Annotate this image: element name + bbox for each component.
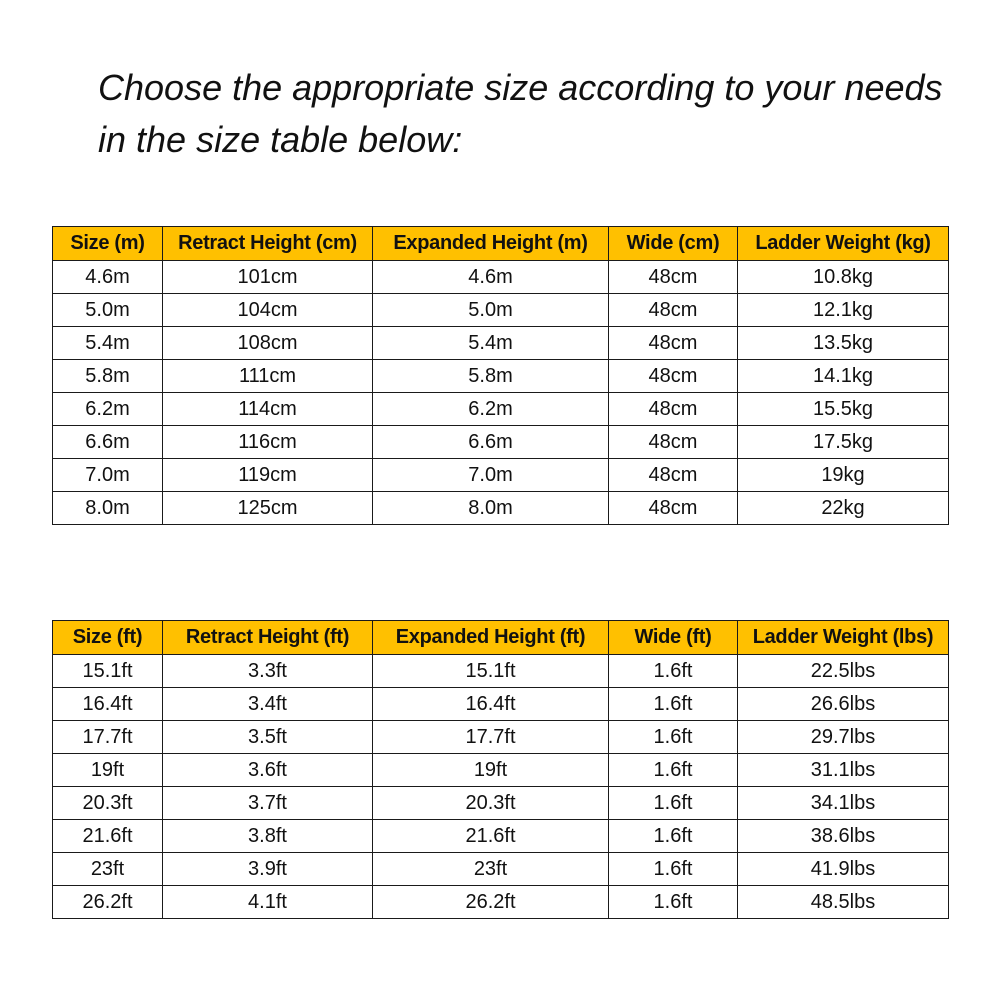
cell-wide: 48cm bbox=[609, 327, 738, 360]
cell-ladder-weight: 12.1kg bbox=[738, 294, 949, 327]
cell-size: 17.7ft bbox=[53, 721, 163, 754]
column-header-expanded-height: Expanded Height (m) bbox=[373, 227, 609, 261]
cell-size: 5.0m bbox=[53, 294, 163, 327]
cell-retract-height: 114cm bbox=[163, 393, 373, 426]
table-row bbox=[53, 688, 949, 721]
cell-size: 15.1ft bbox=[53, 655, 163, 688]
column-header-expanded-height: Expanded Height (ft) bbox=[373, 621, 609, 655]
cell-wide: 48cm bbox=[609, 360, 738, 393]
column-header-ladder-weight: Ladder Weight (lbs) bbox=[738, 621, 949, 655]
cell-expanded-height: 4.6m bbox=[373, 261, 609, 294]
cell-retract-height: 104cm bbox=[163, 294, 373, 327]
metric-size-table bbox=[52, 226, 949, 525]
cell-ladder-weight: 38.6lbs bbox=[738, 820, 949, 853]
cell-size: 19ft bbox=[53, 754, 163, 787]
cell-expanded-height: 21.6ft bbox=[373, 820, 609, 853]
cell-expanded-height: 5.0m bbox=[373, 294, 609, 327]
cell-wide: 1.6ft bbox=[609, 655, 738, 688]
cell-retract-height: 125cm bbox=[163, 492, 373, 525]
cell-wide: 1.6ft bbox=[609, 820, 738, 853]
cell-size: 16.4ft bbox=[53, 688, 163, 721]
table-row bbox=[53, 393, 949, 426]
table-row bbox=[53, 492, 949, 525]
cell-wide: 1.6ft bbox=[609, 787, 738, 820]
table-row bbox=[53, 261, 949, 294]
cell-expanded-height: 19ft bbox=[373, 754, 609, 787]
table-row bbox=[53, 294, 949, 327]
table-row bbox=[53, 721, 949, 754]
cell-expanded-height: 8.0m bbox=[373, 492, 609, 525]
cell-ladder-weight: 14.1kg bbox=[738, 360, 949, 393]
imperial-size-table bbox=[52, 620, 949, 919]
header-row bbox=[53, 621, 949, 655]
cell-expanded-height: 26.2ft bbox=[373, 886, 609, 919]
cell-size: 26.2ft bbox=[53, 886, 163, 919]
column-header-ladder-weight: Ladder Weight (kg) bbox=[738, 227, 949, 261]
cell-ladder-weight: 34.1lbs bbox=[738, 787, 949, 820]
cell-retract-height: 3.3ft bbox=[163, 655, 373, 688]
cell-expanded-height: 6.2m bbox=[373, 393, 609, 426]
cell-retract-height: 4.1ft bbox=[163, 886, 373, 919]
cell-ladder-weight: 10.8kg bbox=[738, 261, 949, 294]
cell-expanded-height: 17.7ft bbox=[373, 721, 609, 754]
cell-size: 5.8m bbox=[53, 360, 163, 393]
cell-retract-height: 3.6ft bbox=[163, 754, 373, 787]
cell-size: 20.3ft bbox=[53, 787, 163, 820]
cell-ladder-weight: 26.6lbs bbox=[738, 688, 949, 721]
cell-wide: 1.6ft bbox=[609, 754, 738, 787]
cell-size: 21.6ft bbox=[53, 820, 163, 853]
cell-wide: 1.6ft bbox=[609, 688, 738, 721]
column-header-wide: Wide (ft) bbox=[609, 621, 738, 655]
cell-ladder-weight: 48.5lbs bbox=[738, 886, 949, 919]
cell-expanded-height: 15.1ft bbox=[373, 655, 609, 688]
table-row bbox=[53, 459, 949, 492]
cell-retract-height: 111cm bbox=[163, 360, 373, 393]
cell-ladder-weight: 13.5kg bbox=[738, 327, 949, 360]
cell-retract-height: 101cm bbox=[163, 261, 373, 294]
table-row bbox=[53, 655, 949, 688]
cell-wide: 48cm bbox=[609, 459, 738, 492]
cell-size: 6.6m bbox=[53, 426, 163, 459]
cell-ladder-weight: 41.9lbs bbox=[738, 853, 949, 886]
metric-table-body bbox=[53, 261, 949, 525]
cell-retract-height: 3.8ft bbox=[163, 820, 373, 853]
table-row bbox=[53, 886, 949, 919]
column-header-size: Size (m) bbox=[53, 227, 163, 261]
cell-size: 4.6m bbox=[53, 261, 163, 294]
cell-expanded-height: 20.3ft bbox=[373, 787, 609, 820]
table-row bbox=[53, 426, 949, 459]
cell-expanded-height: 7.0m bbox=[373, 459, 609, 492]
cell-expanded-height: 6.6m bbox=[373, 426, 609, 459]
table-row bbox=[53, 820, 949, 853]
cell-expanded-height: 16.4ft bbox=[373, 688, 609, 721]
cell-retract-height: 3.7ft bbox=[163, 787, 373, 820]
cell-wide: 48cm bbox=[609, 492, 738, 525]
cell-size: 8.0m bbox=[53, 492, 163, 525]
cell-ladder-weight: 19kg bbox=[738, 459, 949, 492]
cell-retract-height: 3.9ft bbox=[163, 853, 373, 886]
table-row bbox=[53, 327, 949, 360]
cell-ladder-weight: 22.5lbs bbox=[738, 655, 949, 688]
cell-ladder-weight: 31.1lbs bbox=[738, 754, 949, 787]
cell-retract-height: 108cm bbox=[163, 327, 373, 360]
cell-size: 23ft bbox=[53, 853, 163, 886]
table-row bbox=[53, 853, 949, 886]
cell-retract-height: 3.5ft bbox=[163, 721, 373, 754]
cell-ladder-weight: 29.7lbs bbox=[738, 721, 949, 754]
cell-wide: 48cm bbox=[609, 426, 738, 459]
table-row bbox=[53, 787, 949, 820]
cell-wide: 1.6ft bbox=[609, 853, 738, 886]
cell-ladder-weight: 15.5kg bbox=[738, 393, 949, 426]
cell-retract-height: 116cm bbox=[163, 426, 373, 459]
cell-expanded-height: 23ft bbox=[373, 853, 609, 886]
cell-expanded-height: 5.4m bbox=[373, 327, 609, 360]
cell-size: 6.2m bbox=[53, 393, 163, 426]
imperial-table-body bbox=[53, 655, 949, 919]
cell-wide: 1.6ft bbox=[609, 721, 738, 754]
intro-text: Choose the appropriate size according to your needs in the size table below: bbox=[98, 67, 943, 160]
table-row bbox=[53, 754, 949, 787]
cell-wide: 1.6ft bbox=[609, 886, 738, 919]
column-header-retract-height: Retract Height (ft) bbox=[163, 621, 373, 655]
cell-ladder-weight: 17.5kg bbox=[738, 426, 949, 459]
table-row bbox=[53, 360, 949, 393]
column-header-retract-height: Retract Height (cm) bbox=[163, 227, 373, 261]
cell-expanded-height: 5.8m bbox=[373, 360, 609, 393]
cell-wide: 48cm bbox=[609, 294, 738, 327]
cell-ladder-weight: 22kg bbox=[738, 492, 949, 525]
column-header-wide: Wide (cm) bbox=[609, 227, 738, 261]
cell-wide: 48cm bbox=[609, 393, 738, 426]
cell-retract-height: 119cm bbox=[163, 459, 373, 492]
header-row bbox=[53, 227, 949, 261]
cell-wide: 48cm bbox=[609, 261, 738, 294]
cell-size: 7.0m bbox=[53, 459, 163, 492]
cell-retract-height: 3.4ft bbox=[163, 688, 373, 721]
cell-size: 5.4m bbox=[53, 327, 163, 360]
column-header-size: Size (ft) bbox=[53, 621, 163, 655]
